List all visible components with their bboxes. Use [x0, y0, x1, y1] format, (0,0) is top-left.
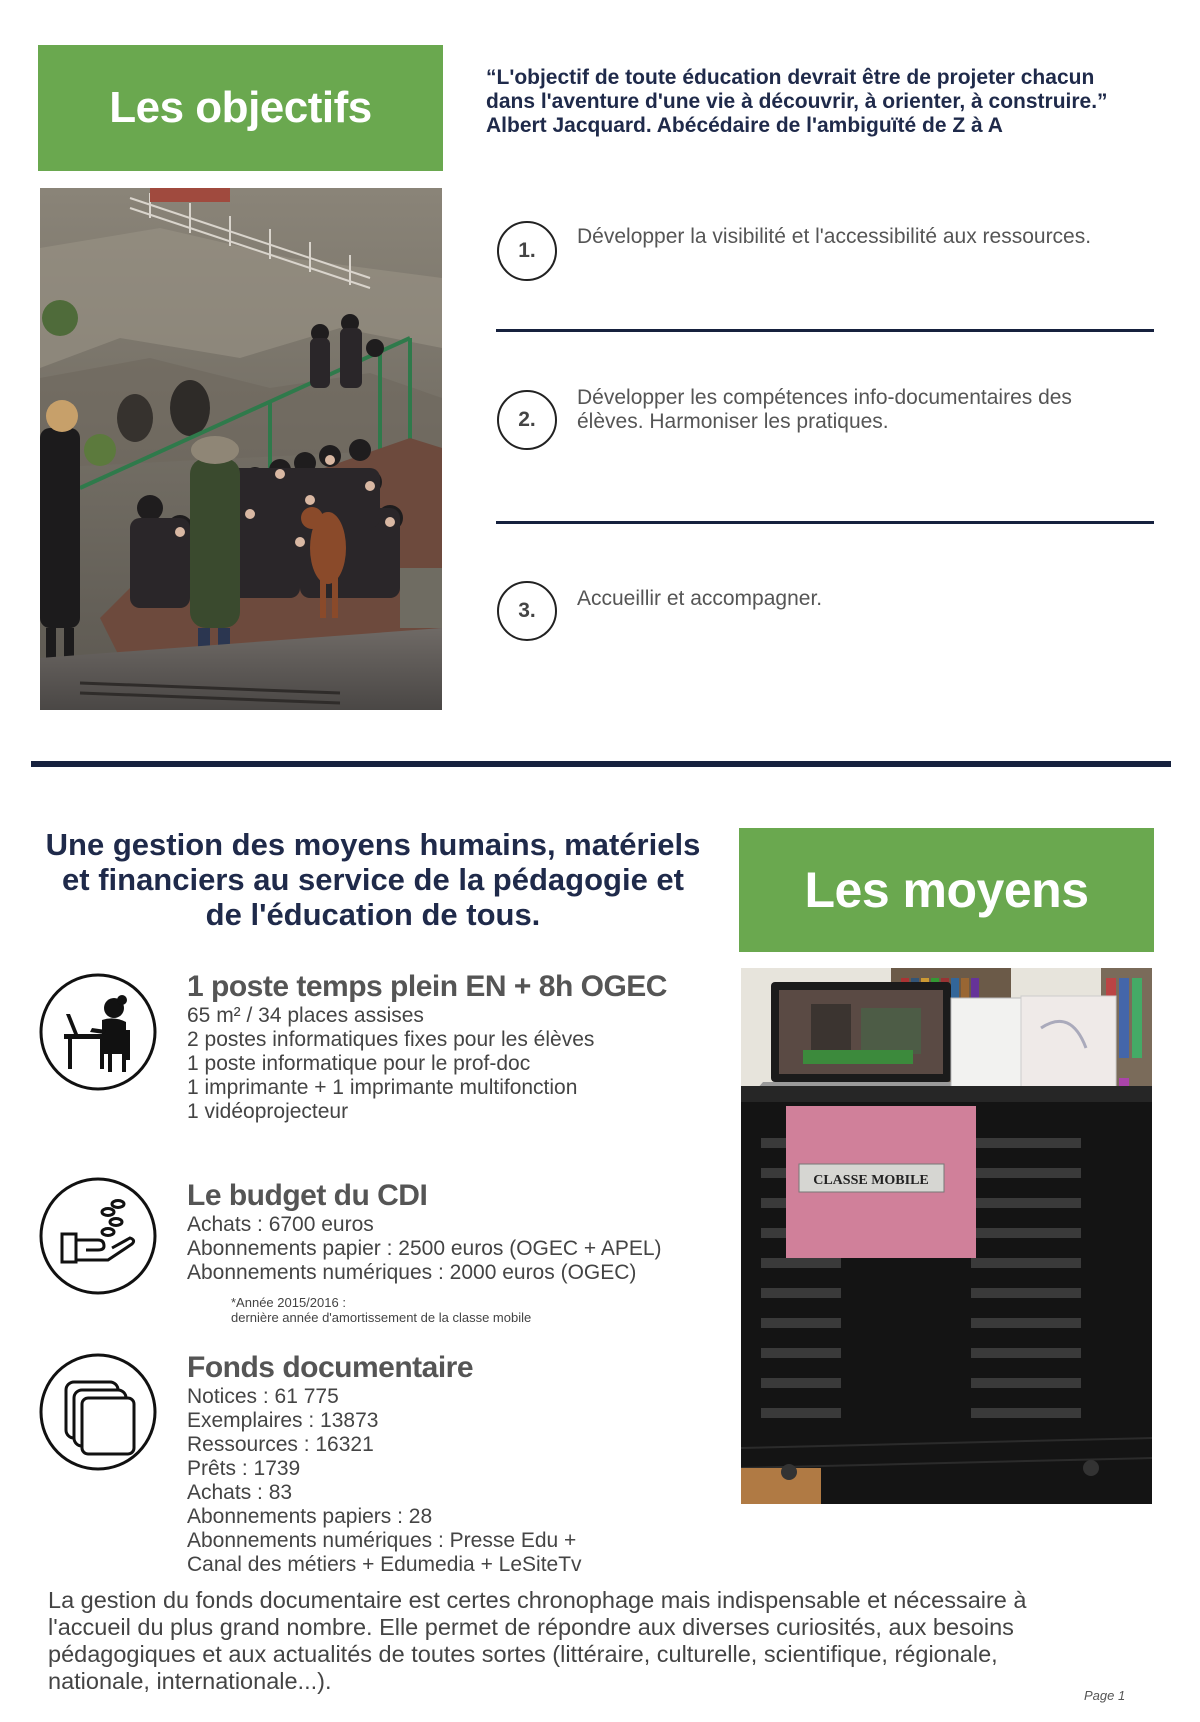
fonds-line: Exemplaires : 13873: [187, 1409, 379, 1432]
footnote-line: *Année 2015/2016 :: [231, 1295, 346, 1310]
divider: [496, 521, 1154, 524]
objectifs-title: Les objectifs: [38, 45, 443, 171]
desk-worker-icon: [38, 972, 158, 1092]
paragraph-line: pédagogiques et aux actualités de toutes sortes (littéraire, culturelle, scientifique, régionale,: [48, 1641, 998, 1667]
staff-block: [187, 970, 667, 1124]
students-stairs-photo: [40, 188, 442, 710]
footnote-line: dernière année d'amortissement de la classe mobile: [231, 1310, 532, 1325]
staff-line: 1 vidéoprojecteur: [187, 1100, 349, 1123]
staff-title: 1 poste temps plein EN + 8h OGEC: [187, 970, 667, 1003]
budget-footnote: [231, 1295, 531, 1325]
subtitle-line: Une gestion des moyens humains, matériels: [45, 827, 701, 862]
fonds-line: Abonnements papiers : 28: [187, 1505, 433, 1528]
cart-photo-illustration: [741, 968, 1152, 1504]
objective-number-3: 3.: [497, 581, 557, 641]
fonds-title: Fonds documentaire: [187, 1351, 474, 1384]
budget-line: Achats : 6700 euros: [187, 1213, 374, 1236]
objective-line: Développer la visibilité et l'accessibilité aux ressources.: [577, 225, 1092, 248]
mobile-class-cart-photo: [741, 968, 1152, 1504]
fonds-line: Abonnements numériques : Presse Edu +: [187, 1529, 577, 1552]
quote: [486, 66, 1176, 138]
staff-line: 1 poste informatique pour le prof-doc: [187, 1052, 531, 1075]
quote-line: dans l'aventure d'une vie à découvrir, à orienter, à construire.”: [486, 90, 1108, 113]
fonds-line: Achats : 83: [187, 1481, 293, 1504]
subtitle-line: et financiers au service de la pédagogie et: [62, 862, 684, 897]
closing-paragraph: [48, 1587, 1168, 1695]
quote-line: Albert Jacquard. Abécédaire de l'ambiguïté de Z à A: [486, 114, 1003, 137]
moyens-subtitle: [30, 827, 716, 932]
budget-line: Abonnements numériques : 2000 euros (OGEC): [187, 1261, 637, 1284]
staff-line: 65 m² / 34 places assises: [187, 1004, 424, 1027]
budget-line: Abonnements papier : 2500 euros (OGEC + APEL): [187, 1237, 662, 1260]
hand-coins-icon: [38, 1176, 158, 1296]
fonds-line: Notices : 61 775: [187, 1385, 339, 1408]
cart-sign-text: CLASSE MOBILE: [813, 1173, 929, 1188]
objective-number-1: 1.: [497, 221, 557, 281]
moyens-title: Les moyens: [739, 828, 1154, 952]
paragraph-line: nationale, internationale...).: [48, 1668, 332, 1694]
quote-line: “L'objectif de toute éducation devrait être de projeter chacun: [486, 66, 1095, 89]
objective-text-2: [577, 386, 1177, 434]
section-separator: [31, 761, 1171, 767]
fonds-block: [187, 1351, 582, 1577]
students-photo-illustration: [40, 188, 442, 710]
objective-line: élèves. Harmoniser les pratiques.: [577, 410, 889, 433]
subtitle-line: de l'éducation de tous.: [205, 897, 541, 932]
objective-text-1: [577, 225, 1177, 249]
paragraph-line: l'accueil du plus grand nombre. Elle permet de répondre aux diverses curiosités, aux besoins: [48, 1614, 1014, 1640]
objective-text-3: [577, 587, 1177, 611]
document-stack-icon: [38, 1352, 158, 1472]
fonds-line: Canal des métiers + Edumedia + LeSiteTv: [187, 1553, 582, 1576]
objective-line: Accueillir et accompagner.: [577, 587, 823, 610]
objective-line: Développer les compétences info-documentaires des: [577, 386, 1072, 409]
objective-number-2: 2.: [497, 390, 557, 450]
fonds-line: Prêts : 1739: [187, 1457, 301, 1480]
staff-line: 2 postes informatiques fixes pour les élèves: [187, 1028, 595, 1051]
fonds-line: Ressources : 16321: [187, 1433, 374, 1456]
paragraph-line: La gestion du fonds documentaire est certes chronophage mais indispensable et nécessaire à: [48, 1587, 1027, 1613]
divider: [496, 329, 1154, 332]
staff-line: 1 imprimante + 1 imprimante multifonction: [187, 1076, 578, 1099]
page-number: Page 1: [1084, 1688, 1126, 1703]
budget-block: [187, 1179, 662, 1285]
budget-title: Le budget du CDI: [187, 1179, 428, 1212]
